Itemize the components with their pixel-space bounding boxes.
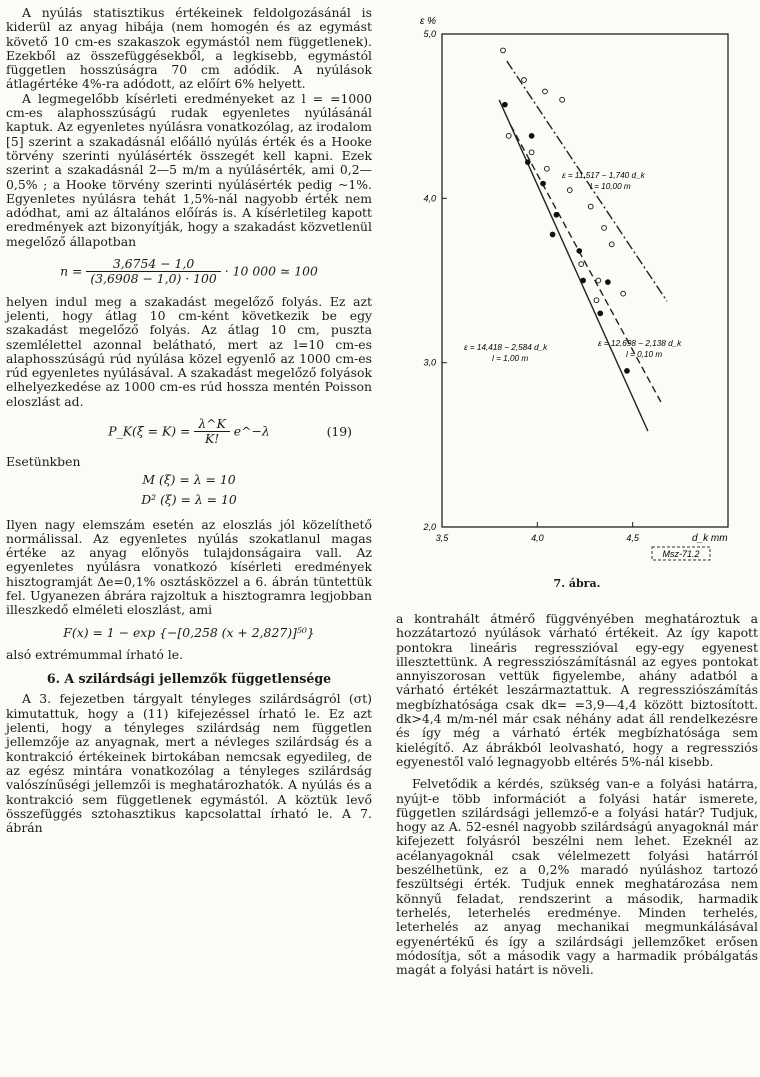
eq-numerator: λ^K bbox=[194, 417, 230, 432]
data-point-filled bbox=[541, 181, 546, 186]
eq-denominator: K! bbox=[204, 431, 220, 447]
data-point-hollow bbox=[544, 166, 549, 171]
data-point-hollow bbox=[529, 150, 534, 155]
annotation-condition: l = 10,00 m bbox=[590, 182, 631, 191]
paragraph: helyen indul meg a szakadást megelőző folyás. Ez azt jelenti, hogy átlag 10 cm-ként következik be egy szakadást megelőző folyás. Az átlag 10 cm, puszta szemlélettel azonnal belátható, mert az l=10 cm-es alaphosszúságú rúd nyúlása közel egyenlő az 1000 cm-es rúd egyenletes nyúlásával. A szakadást megelőző folyások elhelyezkedése az 1000 cm-es rúd hossza mentén Poisson eloszlást ad. bbox=[6, 293, 372, 409]
data-point-filled bbox=[503, 102, 508, 107]
eq-rhs: e^−λ bbox=[233, 423, 270, 439]
eq-rhs: · 10 000 ≃ 100 bbox=[224, 263, 318, 279]
x-tick-label: 4,5 bbox=[626, 533, 639, 543]
data-point-filled bbox=[525, 160, 530, 165]
equation-poisson bbox=[6, 417, 372, 447]
right-column bbox=[396, 612, 758, 977]
x-tick-label: 4,0 bbox=[531, 533, 544, 543]
x-tick-label: 3,5 bbox=[435, 533, 449, 543]
data-point-filled bbox=[550, 232, 555, 237]
figure-7 bbox=[396, 4, 758, 594]
data-point-hollow bbox=[567, 188, 572, 193]
equation-n bbox=[6, 257, 372, 287]
paragraph: Ilyen nagy elemszám esetén az eloszlás jól közelíthető normálissal. Az egyenletes nyúlás szokatlanul magas értéke az anyag előnyös tulajdonságaira vall. Az egyenletes nyúlásra vonatkozó kísérleti eredmények hisztogramját Δe=0,1% osztásközzel a 6. ábrán tüntettük fel. Ugyanezen ábrára rajzoltuk a hisztogramra legjobban illeszkedő elméleti eloszlást, ami bbox=[6, 516, 372, 618]
annotation-condition: l = 1,00 m bbox=[492, 354, 529, 363]
data-point-hollow bbox=[579, 262, 584, 267]
stamp bbox=[652, 547, 710, 560]
paragraph: Esetünkben bbox=[6, 453, 81, 469]
line-annotation bbox=[464, 343, 548, 363]
y-tick-label: 5,0 bbox=[423, 29, 436, 39]
eq-fraction bbox=[194, 417, 230, 447]
data-point-hollow bbox=[588, 204, 593, 209]
paragraph: A nyúlás statisztikus értékeinek feldolgozásánál is kiderül az anyag hibája (nem homogén és az egymást követő 10 cm-es szakaszok egymástól nem függetlenek). Ezekből az összefüggésekből, a legkisebb, egymástól független hosszúságra 70 cm adódik. A nyúlások átlagértéke 4%-ra adódott, az előírt 6% helyett. bbox=[6, 5, 372, 92]
paragraph: alsó extrémummal írható le. bbox=[6, 646, 184, 662]
line-annotation bbox=[562, 171, 646, 191]
paragraph: A legmegelőbb kísérleti eredményeket az l = =1000 cm-es alaphosszúságú rudak egyenletes nyúlásánál kaptuk. Az egyenletes nyúlásra vonatkozólag, az irodalom [5] szerint a szakadásnál előálló nyúlás érték és a Hooke törvény szerinti nyúlásérték összegét kell kapni. Ezek szerint a szakadásnál 2—5 m/m a nyúlásérték, ami 0,2—0,5% ; a Hooke törvény szerinti nyúlásérték pedig ~1%. Egyenletes nyúlásra tehát 1,5%-nál nagyobb érték nem adódhat, ami az általános előírás is. A kísérletileg kapott eredmények azt bizonyítják, hogy a szakadást közvetlenül megelőző állapotban bbox=[6, 90, 372, 249]
equation-distribution: F(x) = 1 − exp {−[0,258 (x + 2,827)]⁵⁰} bbox=[63, 624, 315, 640]
left-column bbox=[6, 6, 372, 835]
data-point-hollow bbox=[621, 291, 626, 296]
data-point-filled bbox=[625, 368, 630, 373]
equation-number: (19) bbox=[326, 424, 352, 440]
y-tick-label: 3,0 bbox=[423, 357, 436, 368]
y-tick-label: 4,0 bbox=[423, 193, 436, 204]
eq-denominator: (3,6908 − 1,0) · 100 bbox=[90, 271, 217, 287]
data-point-hollow bbox=[596, 278, 601, 283]
annotation-condition: l = 0,10 m bbox=[626, 350, 663, 359]
paragraph: a kontrahált átmérő függvényében meghatároztuk a hozzátartozó nyúlások várható értékeit. Az így kapott pontokra lineáris regresszióval egy-egy egyenest illesztettünk. A regressziószámításnál az egyes pontokat annyiszorosan vettük figyelembe, ahány adatból a várható értékét leszármaztattuk. A regressziószámítás megbízhatósága csak dk= =3,9—4,4 között biztosított. dk>4,4 m/m-nél már csak néhány adat áll rendelkezésre és így még a várható érték megbízhatósága sem kielégítő. Az ábrákból leolvasható, hogy a regressziós egyenestől való legnagyobb eltérés 5%-nál kisebb. bbox=[396, 611, 758, 769]
annotation-equation: ε = 14,418 − 2,584 d_k bbox=[464, 343, 548, 352]
equation-variance: D² (ξ) = λ = 10 bbox=[141, 492, 237, 508]
regression-chart bbox=[396, 4, 758, 574]
data-point-hollow bbox=[602, 226, 607, 231]
annotation-equation: ε = 11,517 − 1,740 d_k bbox=[562, 171, 645, 180]
x-axis-label: d_k mm bbox=[692, 533, 728, 544]
data-point-hollow bbox=[560, 97, 565, 102]
eq-lhs: P_K(ξ = K) = bbox=[108, 423, 191, 439]
regression-line bbox=[499, 100, 648, 431]
data-point-filled bbox=[605, 280, 610, 285]
data-point-filled bbox=[598, 311, 603, 316]
data-point-hollow bbox=[522, 78, 527, 83]
eq-fraction bbox=[86, 257, 220, 287]
data-point-hollow bbox=[609, 242, 614, 247]
section-heading: 6. A szilárdsági jellemzők függetlensége bbox=[46, 671, 332, 687]
regression-line bbox=[511, 125, 662, 403]
stamp-text: Msz-71.2 bbox=[662, 549, 700, 559]
figure-caption: 7. ábra. bbox=[553, 577, 601, 590]
data-point-hollow bbox=[594, 298, 599, 303]
y-axis-label: ε % bbox=[420, 16, 437, 27]
data-point-filled bbox=[581, 278, 586, 283]
eq-numerator: 3,6754 − 1,0 bbox=[86, 257, 220, 272]
eq-lhs: n = bbox=[60, 263, 83, 279]
data-point-hollow bbox=[506, 133, 511, 138]
data-point-filled bbox=[577, 249, 582, 254]
equation-mean: M (ξ) = λ = 10 bbox=[142, 471, 236, 487]
data-point-hollow bbox=[543, 89, 548, 94]
y-tick-label: 2,0 bbox=[423, 522, 436, 532]
annotation-equation: ε = 12,698 − 2,138 d_k bbox=[598, 339, 682, 348]
data-point-filled bbox=[529, 133, 534, 138]
paragraph: Felvetődik a kérdés, szükség van-e a folyási határra, nyújt-e több információt a folyási határ ismerete, független szilárdsági jellemző-e a folyási határ? Tudjuk, hogy az A. 52-esnél nagyobb szilárdságú anyagoknál már kifejezett folyásról beszélni nem lehet. Ezeknél az acélanyagoknál csak vélelmezett folyási határról beszélhetünk, ez a 0,2% maradó nyúláshoz tartozó feszültségi érték. Tudjuk ennek meghatározása nem könnyű feladat, rendszerint a második, harmadik terhelés, leterhelés eredménye. Minden terhelés, leterhelés az anyag mechanikai megmunkálásával egyenértékű és így a szilárdsági jellemzőket erősen módosítja, sőt a második vagy a harmadik próbálgatás magát a folyási határt is növeli. bbox=[396, 776, 758, 978]
data-point-hollow bbox=[501, 48, 506, 53]
paragraph: A 3. fejezetben tárgyalt tényleges szilárdságról (σt) kimutattuk, hogy a (11) kifejezéssel írható le. Ez azt jelenti, hogy a tényleges szilárdság nem független jellemzője az anyagnak, mert a névleges szilárdság és a kontrakció értékeinek birtokában nemcsak egyedileg, de az egész mintára vonatkozólag a tényleges szilárdság valószínűségi jellemzői is meghatározhatók. A nyúlás és a kontrakció sem függetlenek egymástól. A köztük levő összefüggés sztohasztikus kapcsolattal írható le. A 7. ábrán bbox=[6, 691, 372, 836]
data-point-filled bbox=[554, 212, 559, 217]
